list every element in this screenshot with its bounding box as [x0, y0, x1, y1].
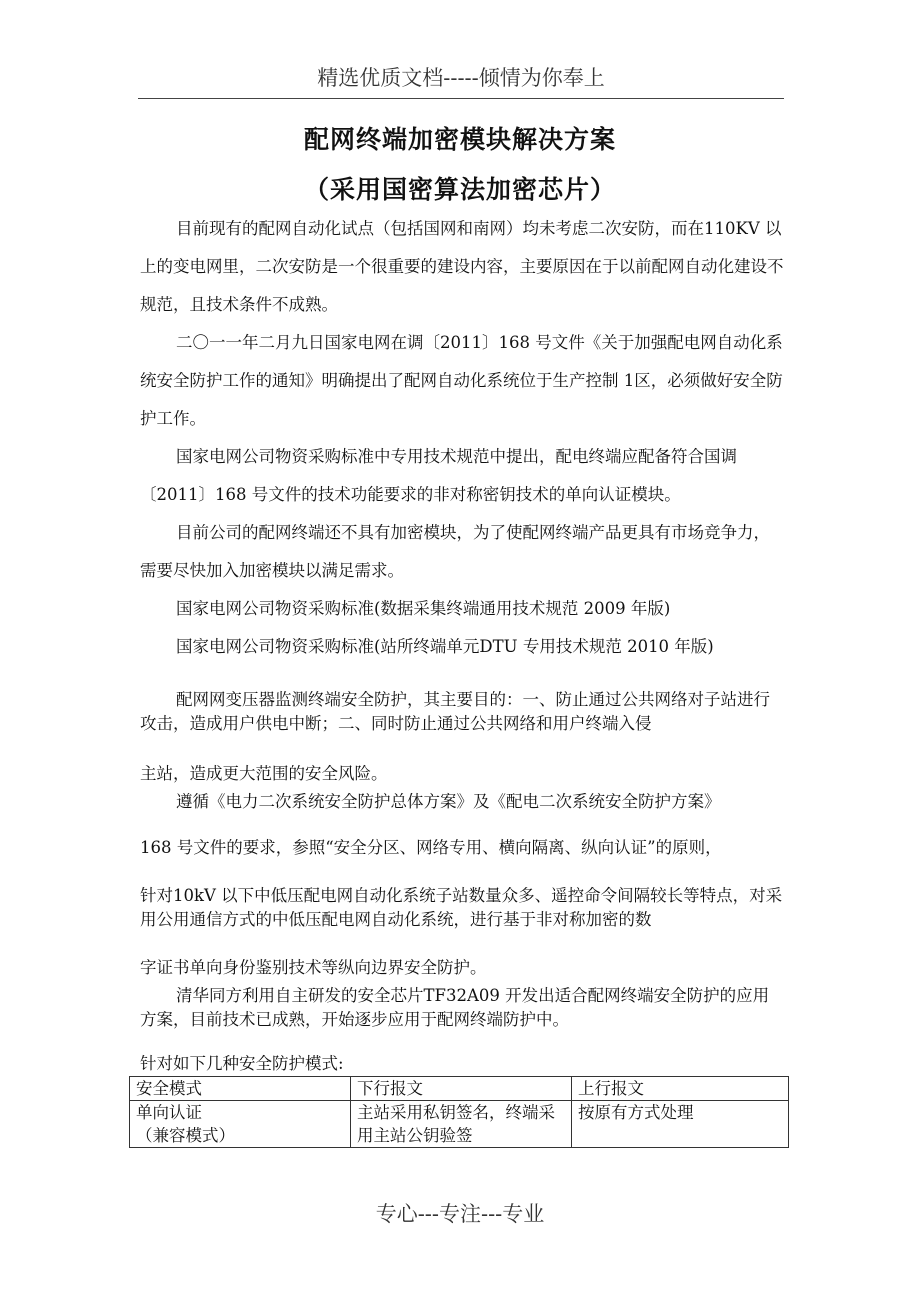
paragraph-target-cont: 字证书单向身份鉴别技术等纵向边界安全防护。: [140, 958, 487, 977]
table-cell-downlink: [351, 1101, 572, 1148]
paragraph-solution: 清华同方利用自主研发的安全芯片TF32A09 开发出适合配网终端安全防护的应用方案，目前技术已成熟，开始逐步应用于配网终端防护中。: [140, 986, 770, 1029]
downlink-text-cont: 用主站公钥验签: [357, 1126, 473, 1145]
paragraph-ref-2: 国家电网公司物资采购标准(站所终端单元DTU 专用技术规范 2010 年版): [176, 637, 714, 656]
table-row: [130, 1101, 789, 1148]
page-header: 精选优质文档-----倾情为你奉上: [138, 62, 784, 99]
paragraph-ref-1: 国家电网公司物资采购标准(数据采集终端通用技术规范 2009 年版): [176, 599, 671, 618]
mode-name: 单向认证: [136, 1103, 202, 1122]
table-header-cell: 下行报文: [351, 1077, 572, 1101]
paragraph-intro: 目前现有的配网自动化试点（包括国网和南网）均未考虑二次安防，而在110KV 以上的变电网里，二次安防是一个很重要的建设内容，主要原因在于以前配网自动化建设不规范，且技术条件不成熟。: [140, 219, 784, 314]
paragraph-modes-intro: 针对如下几种安全防护模式:: [140, 1054, 344, 1073]
table-header-cell: 安全模式: [130, 1077, 351, 1101]
paragraph-purpose: 配网网变压器监测终端安全防护，其主要目的：一、防止通过公共网络对子站进行攻击，造成用户供电中断；二、同时防止通过公共网络和用户终端入侵: [140, 690, 770, 733]
paragraph-need: 目前公司的配网终端还不具有加密模块，为了使配网终端产品更具有市场竞争力，需要尽快加入加密模块以满足需求。: [140, 523, 770, 580]
document-subtitle: （采用国密算法加密芯片）: [303, 175, 616, 204]
paragraph-principle: 168 号文件的要求，参照“安全分区、网络专用、横向隔离、纵向认证”的原则，: [140, 838, 722, 857]
uplink-text: 按原有方式处理: [578, 1103, 694, 1122]
table-cell-uplink: [572, 1101, 789, 1148]
table-cell-mode: [130, 1101, 351, 1148]
security-modes-table: [129, 1076, 789, 1148]
downlink-text: 主站采用私钥签名，终端采: [357, 1103, 555, 1122]
page-footer: 专心---专注---专业: [375, 1202, 545, 1226]
table-header-cell: 上行报文: [572, 1077, 789, 1101]
table-header-row: [130, 1077, 789, 1101]
document-title: 配网终端加密模块解决方案: [303, 125, 616, 154]
paragraph-purpose-cont: 主站，造成更大范围的安全风险。: [140, 764, 388, 783]
paragraph-follow: 遵循《电力二次系统安全防护总体方案》及《配电二次系统安全防护方案》: [176, 792, 721, 811]
mode-note: （兼容模式）: [136, 1126, 235, 1145]
paragraph-notice: 二〇一一年二月九日国家电网在调〔2011〕168 号文件《关于加强配电网自动化系统安全防护工作的通知》明确提出了配网自动化系统位于生产控制 1区，必须做好安全防护工作。: [140, 333, 783, 428]
paragraph-standard: 国家电网公司物资采购标准中专用技术规范中提出，配电终端应配备符合国调〔2011〕168 号文件的技术功能要求的非对称密钥技术的单向认证模块。: [140, 447, 737, 504]
paragraph-target: 针对10kV 以下中低压配电网自动化系统子站数量众多、遥控命令间隔较长等特点，对采用公用通信方式的中低压配电网自动化系统，进行基于非对称加密的数: [140, 886, 783, 929]
